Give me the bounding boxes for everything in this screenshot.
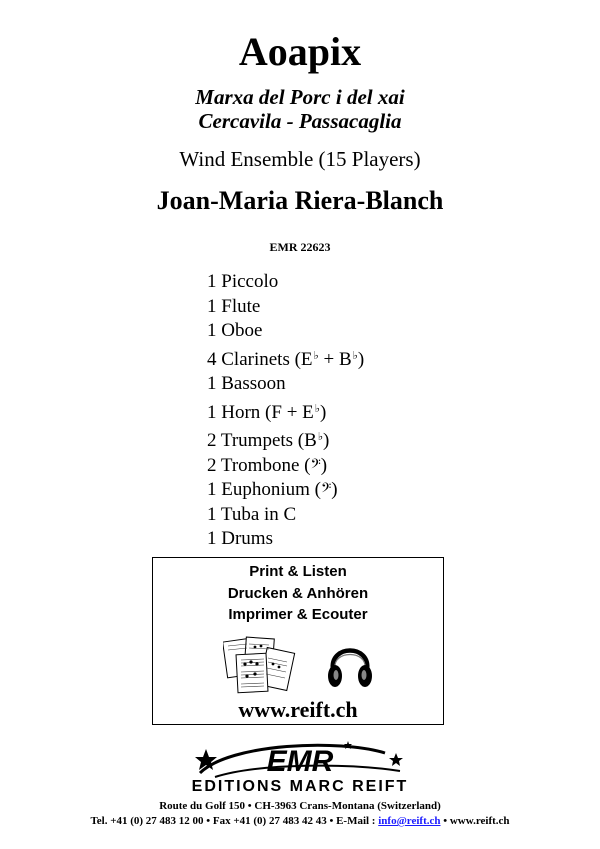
instrument-text: ) (319, 401, 327, 423)
instrument-text: 1 Flute (207, 295, 261, 317)
instrument-item (207, 478, 364, 503)
instrument-item (207, 319, 364, 344)
instrument-item (207, 397, 364, 426)
publisher-name: EDITIONS MARC REIFT (191, 778, 409, 795)
catalog-number: EMR 22623 (269, 240, 331, 254)
promo-website-link[interactable]: www.reift.ch (238, 697, 358, 722)
instrument-item (207, 344, 364, 373)
sheet-music-icon (223, 634, 297, 696)
instrument-text: ) (331, 479, 338, 500)
contact-website[interactable]: • www.reift.ch (440, 815, 510, 827)
flat-sign: ♭ (313, 349, 319, 362)
logo-text: EMR (266, 745, 334, 778)
instrument-text: 2 Trombone ( (207, 454, 311, 476)
instrument-item (207, 372, 364, 397)
headphones-icon (325, 634, 375, 692)
flat-sign: ♭ (314, 402, 320, 415)
publisher-contact (0, 814, 600, 828)
instrument-text: 1 Tuba in C (207, 503, 297, 525)
subtitle-2: Cercavila - Passacaglia (198, 109, 402, 133)
instrument-text: 2 Trumpets (B (207, 430, 317, 451)
instrument-text: 1 Piccolo (207, 271, 279, 292)
instrument-text: 1 Euphonium ( (207, 479, 321, 500)
subtitle-1: Marxa del Porc i del xai (195, 85, 405, 109)
instrument-text: 1 Drums (207, 528, 273, 549)
flat-sign: ♭ (352, 349, 358, 362)
piece-title: Aoapix (238, 29, 362, 74)
bass-clef-icon: 𝄢 (321, 480, 332, 499)
flat-sign: ♭ (317, 431, 324, 443)
instrumentation-list (207, 270, 364, 552)
composer-name: Joan-Maria Riera-Blanch (156, 186, 444, 215)
instrument-item (207, 503, 364, 528)
promo-line-drucken: Drucken & Anhören (227, 585, 369, 602)
instrument-text: ) (323, 430, 330, 451)
instrument-item (207, 270, 364, 295)
instrument-text: ) (320, 454, 328, 476)
instrument-item (207, 425, 364, 454)
instrument-item (207, 454, 364, 479)
instrument-text: 4 Clarinets (E (207, 348, 313, 370)
instrument-text: ) (357, 348, 365, 370)
promo-line-imprimer: Imprimer & Ecouter (228, 606, 368, 623)
contact-phone-fax: Tel. +41 (0) 27 483 12 00 • Fax +41 (0) 27 483 42 43 • E-Mail : (90, 815, 379, 827)
instrument-text: 1 Oboe (207, 320, 263, 341)
publisher-address: Route du Golf 150 • CH-3963 Crans-Montana (Switzerland) (159, 800, 441, 812)
instrument-item (207, 295, 364, 320)
promo-line-print-listen: Print & Listen (249, 563, 347, 580)
instrument-item (207, 527, 364, 552)
print-listen-box (152, 557, 444, 725)
instrument-text: + B (318, 348, 352, 370)
instrument-text: 1 Bassoon (207, 373, 286, 394)
instrument-text: 1 Horn (F + E (207, 401, 314, 423)
email-link[interactable]: info@reift.ch (378, 815, 441, 827)
ensemble-description: Wind Ensemble (15 Players) (179, 147, 421, 171)
bass-clef-icon: 𝄢 (310, 455, 321, 475)
